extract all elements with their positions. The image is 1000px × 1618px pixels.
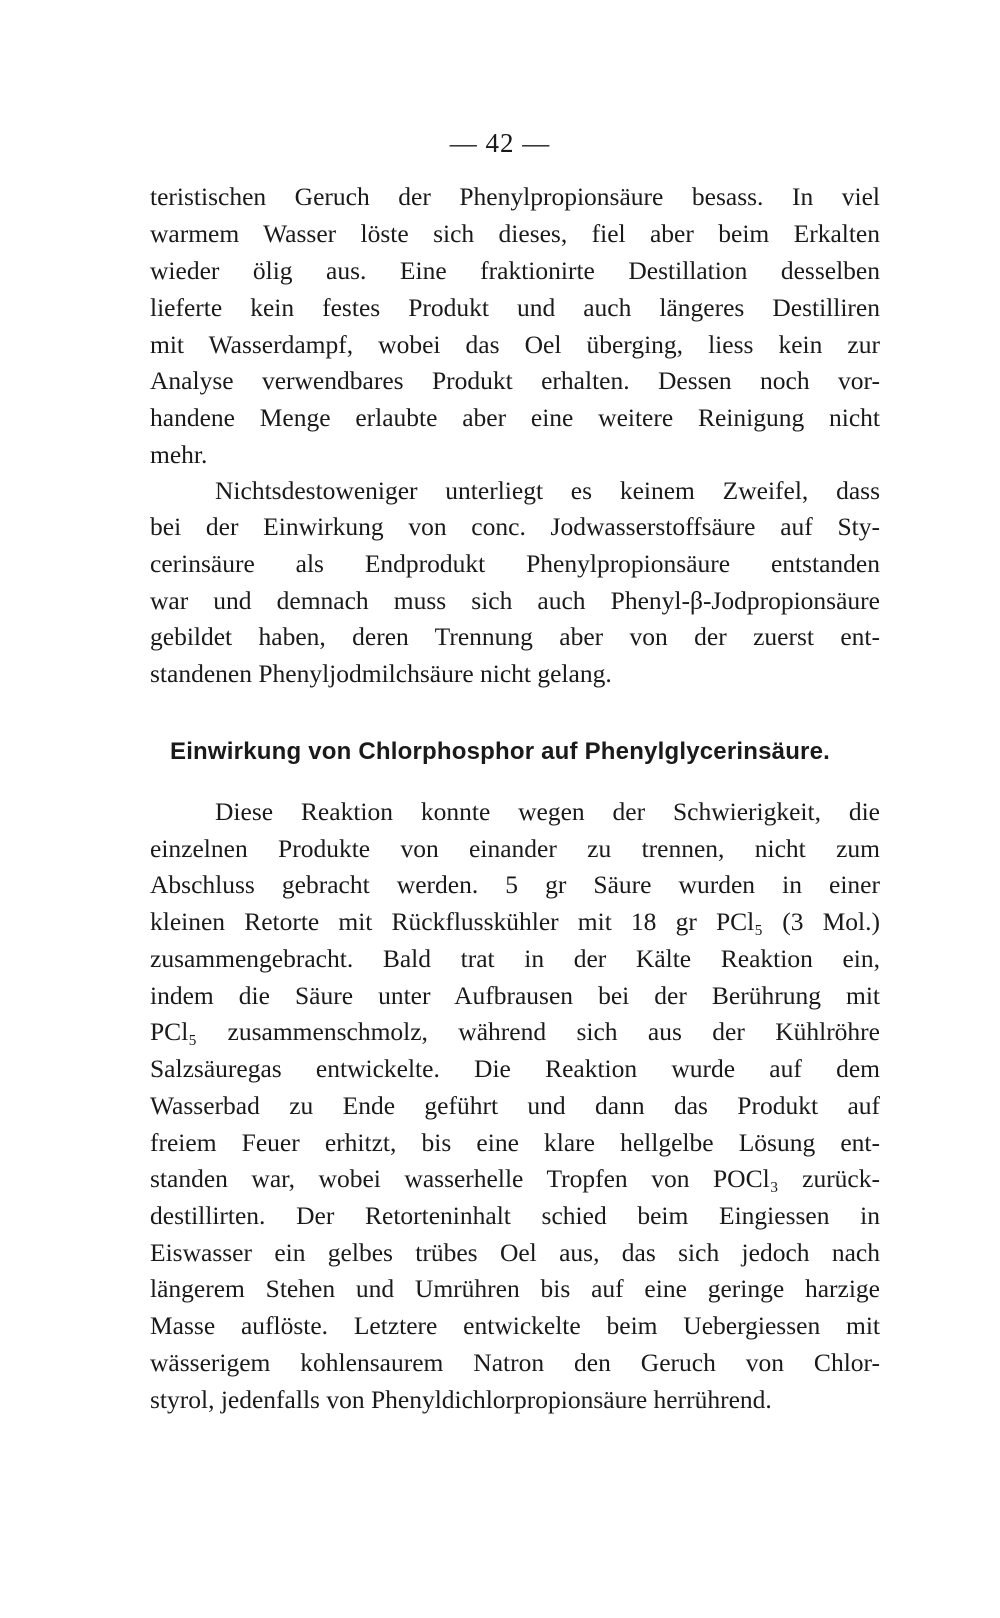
text-line: standen war, wobei wasserhelle Tropfen von POCl₃ zurück- — [150, 1164, 880, 1193]
text-line: Analyse verwendbares Produkt erhalten. Dessen noch vor- — [150, 366, 880, 395]
text-line: längerem Stehen und Umrühren bis auf eine geringe harzige — [150, 1274, 880, 1303]
text-line: destillirten. Der Retorteninhalt schied beim Eingiessen in — [150, 1201, 880, 1230]
text-line: freiem Feuer erhitzt, bis eine klare hellgelbe Lösung ent- — [150, 1128, 880, 1157]
text-line: einzelnen Produkte von einander zu trennen, nicht zum — [150, 834, 880, 863]
text-line: zusammengebracht. Bald trat in der Kälte Reaktion ein, — [150, 944, 880, 973]
text-line: teristischen Geruch der Phenylpropionsäure besass. In viel — [150, 182, 880, 211]
text-line: warmem Wasser löste sich dieses, fiel aber beim Erkalten — [150, 219, 880, 248]
section-heading: Einwirkung von Chlorphosphor auf Phenylglycerinsäure. — [169, 738, 831, 765]
text-line: styrol, jedenfalls von Phenyldichlorpropionsäure herrührend. — [150, 1385, 772, 1414]
text-line: wässerigem kohlensaurem Natron den Geruch von Chlor- — [150, 1348, 880, 1377]
text-line: Eiswasser ein gelbes trübes Oel aus, das sich jedoch nach — [150, 1238, 880, 1267]
page-number: — 42 — — [449, 128, 551, 158]
text-line: Nichtsdestoweniger unterliegt es keinem Zweifel, dass — [215, 476, 880, 505]
text-line: Salzsäuregas entwickelte. Die Reaktion wurde auf dem — [150, 1054, 880, 1083]
text-line: lieferte kein festes Produkt und auch längeres Destilliren — [150, 293, 880, 322]
text-line: kleinen Retorte mit Rückflusskühler mit 18 gr PCl₅ (3 Mol.) — [150, 907, 880, 936]
text-line: Masse auflöste. Letztere entwickelte beim Uebergiessen mit — [150, 1311, 880, 1340]
text-line: standenen Phenyljodmilchsäure nicht gelang. — [150, 659, 612, 688]
text-line: gebildet haben, deren Trennung aber von der zuerst ent- — [150, 622, 880, 651]
text-line: war und demnach muss sich auch Phenyl-β-Jodpropionsäure — [150, 586, 880, 615]
text-line: bei der Einwirkung von conc. Jodwasserstoffsäure auf Sty- — [150, 512, 880, 541]
text-line: Abschluss gebracht werden. 5 gr Säure wurden in einer — [150, 870, 880, 899]
text-line: indem die Säure unter Aufbrausen bei der Berührung mit — [150, 981, 880, 1010]
text-line: cerinsäure als Endprodukt Phenylpropionsäure entstanden — [150, 549, 880, 578]
text-line: handene Menge erlaubte aber eine weitere Reinigung nicht — [150, 403, 880, 432]
text-line: mehr. — [150, 440, 208, 469]
text-line: mit Wasserdampf, wobei das Oel überging, liess kein zur — [150, 330, 880, 359]
text-line: Wasserbad zu Ende geführt und dann das Produkt auf — [150, 1091, 880, 1120]
text-line: Diese Reaktion konnte wegen der Schwierigkeit, die — [215, 797, 880, 826]
text-line: PCl₅ zusammenschmolz, während sich aus der Kühlröhre — [150, 1017, 880, 1046]
text-line: wieder ölig aus. Eine fraktionirte Destillation desselben — [150, 256, 880, 285]
